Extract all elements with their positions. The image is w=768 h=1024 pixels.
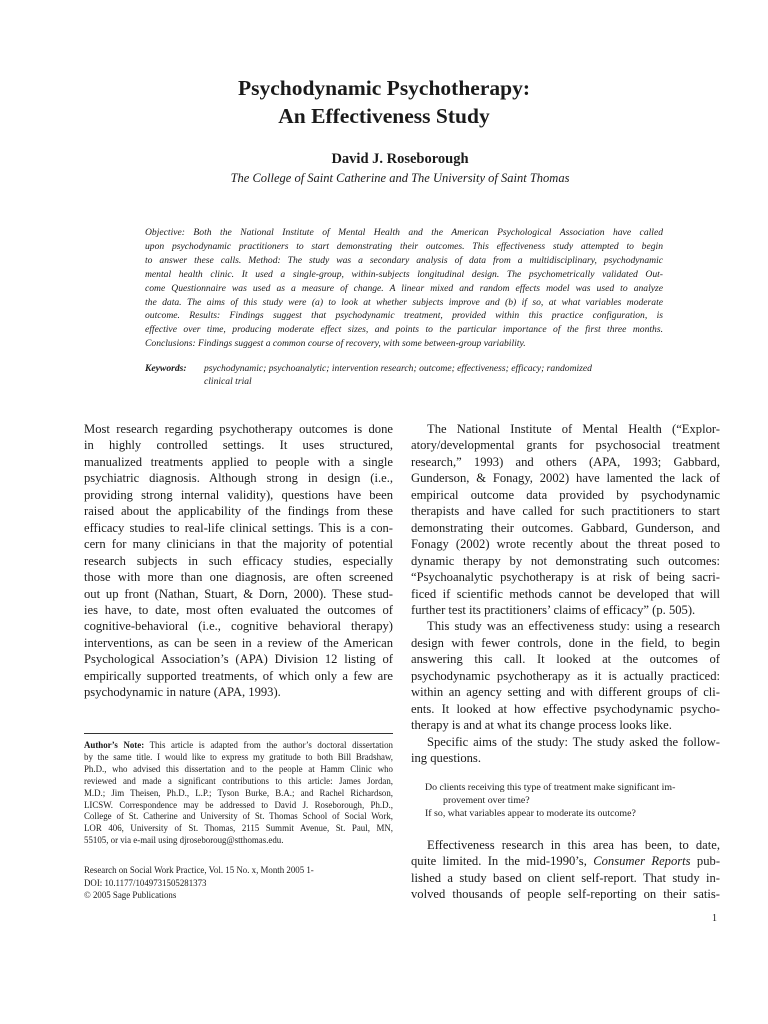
- note-label: Author’s Note:: [84, 740, 145, 750]
- body-line: those with more than one diagnosis, are often screened: [84, 570, 393, 585]
- body-line: design with fewer controls, done in the field, to begin: [411, 635, 720, 650]
- consumer-reports-title: Consumer Reports: [593, 854, 691, 869]
- body-line: atory/developmental grants for psychosocial treatment: [411, 438, 720, 453]
- body-line: ing questions.: [411, 751, 481, 766]
- body-line: This study was an effectiveness study: using a research: [427, 619, 720, 634]
- right-column-body: [411, 421, 720, 767]
- abstract-line: Conclusions: Findings suggest a common course of recovery, with some between-group variability.: [145, 338, 526, 350]
- note-line: 55105, or via e-mail using djroseboroug@stthomas.edu.: [84, 835, 284, 846]
- body-line: interventions, as can be seen in a review of the American: [84, 635, 393, 650]
- publication-info: [84, 864, 393, 902]
- body-text: pub-: [690, 854, 721, 869]
- body-line: ents. It looked at how effective psychodynamic psycho-: [411, 701, 720, 716]
- body-line: “Psychoanalytic psychotherapy is at risk of being sacri-: [411, 570, 720, 585]
- note-line: reviewed and made a significant contributions to this article: James Jordan,: [84, 775, 393, 786]
- body-line: raised about the applicability of the findings from these: [84, 504, 393, 519]
- body-line: empirical outcome data provided by psychodynamic: [411, 487, 720, 502]
- body-line: ficed if scientific methods cannot be developed that will: [411, 586, 720, 601]
- body-line: research,” 1993) and others (APA, 1993; Gabbard,: [411, 454, 720, 469]
- body-line: efficacy studies to real-life clinical settings. This is a con-: [84, 520, 393, 535]
- body-line: lished a study based on client self-report. That study in-: [411, 870, 720, 885]
- body-line: cognitive-behavioral (i.e., cognitive behavioral therapy): [84, 619, 393, 634]
- note-line: by the same title. I would like to express my gratitude to both Bill Bradshaw,: [84, 751, 393, 762]
- body-line: therapists and have called for such practitioners to start: [411, 504, 720, 519]
- doi: DOI: 10.1177/1049731505281373: [84, 877, 207, 888]
- note-line: [84, 740, 393, 752]
- abstract-line: outcome. Results: Findings suggest that psychodynamic treatment, provided within this practice configuration, is: [145, 310, 663, 322]
- body-line: [411, 853, 720, 869]
- question-2: If so, what variables appear to moderate its outcome?: [425, 807, 636, 819]
- research-questions: [425, 782, 720, 821]
- body-line: psychodynamic psychotherapy as it is actually practiced:: [411, 668, 720, 683]
- footnote-divider: [84, 733, 393, 734]
- note-first-line: This article is adapted from the author’s doctoral dissertation: [144, 740, 393, 750]
- body-line: ies have, to date, most often evaluated the outcomes of: [84, 602, 393, 617]
- abstract-line: the data. The aims of this study were (a) to look at whether subjects improve and (b) if so, at what variables moderate: [145, 296, 663, 308]
- question-1: Do clients receiving this type of treatment make significant im-: [425, 782, 676, 793]
- body-line: manualized treatments applied to people with a single: [84, 454, 393, 469]
- body-line: in highly controlled settings. It uses structured,: [84, 438, 393, 453]
- body-line: psychodynamic in nature (APA, 1993).: [84, 685, 281, 700]
- body-text: quite limited. In the mid-1990’s,: [411, 854, 594, 869]
- abstract-line: come Questionnaire was used as a measure of change. A linear mixed and random effects model was used to analyze: [145, 282, 663, 294]
- abstract-line: effective over time, producing moderate effect sizes, and points to the particular importance of the first three months.: [145, 324, 663, 336]
- note-line: College of St. Catherine and University of St. Thomas School of Social Work,: [84, 811, 393, 822]
- body-line: demonstrating their outcomes. Gabbard, Gunderson, and: [411, 520, 720, 535]
- abstract-line: upon psychodynamic practitioners to start demonstrating their outcomes. This effectiveness study attempted to begin: [145, 240, 663, 252]
- copyright: © 2005 Sage Publications: [84, 890, 177, 901]
- body-line: Psychological Association’s (APA) Division 12 listing of: [84, 652, 393, 667]
- left-column-body: [84, 421, 393, 701]
- authors-note: [84, 740, 393, 847]
- keywords-text: [204, 363, 663, 388]
- keywords-line-2: clinical trial: [204, 375, 252, 387]
- body-line: therapy is and at what its change process looks like.: [411, 718, 672, 733]
- author-name: David J. Roseborough: [331, 151, 469, 167]
- journal-citation: Research on Social Work Practice, Vol. 15 No. x, Month 2005 1-: [84, 865, 314, 875]
- body-line: The National Institute of Mental Health (“Explor-: [427, 422, 720, 436]
- title-line-2: An Effectiveness Study: [278, 104, 490, 128]
- body-line: research subjects in such efficacy studies, especially: [84, 553, 393, 568]
- body-line: Specific aims of the study: The study asked the follow-: [427, 734, 720, 749]
- body-line: within an agency setting and with different groups of cli-: [411, 685, 720, 700]
- keywords-line-1: psychodynamic; psychoanalytic; intervention research; outcome; effectiveness; efficacy; randomized: [204, 363, 592, 374]
- author-affiliation: The College of Saint Catherine and The University of Saint Thomas: [230, 171, 570, 185]
- abstract-line: Objective: Both the National Institute of Mental Health and the American Psychological Association have called: [145, 227, 663, 238]
- body-line: cern for many clinicians in that the majority of potential: [84, 537, 393, 552]
- page-number: 1: [712, 913, 717, 924]
- note-line: LOR 406, University of St. Thomas, 2115 Summit Avenue, St. Paul, MN,: [84, 823, 393, 834]
- body-line: psychiatric diagnosis. Although strong in design (i.e.,: [84, 471, 393, 486]
- body-line: further test its practitioners’ claims of efficacy” (p. 505).: [411, 602, 696, 617]
- body-line: providing strong internal validity), questions have been: [84, 487, 393, 502]
- body-line: Effectiveness research in this area has been, to date,: [427, 838, 720, 852]
- body-line: dynamic therapy by not demonstrating such outcomes:: [411, 553, 720, 568]
- keywords-label: Keywords:: [145, 363, 187, 374]
- abstract-line: to answer these calls. Method: The study was a secondary analysis of data from a multidisciplinary, psychodynamic: [145, 254, 663, 266]
- body-line: volved thousands of people self-reporting on their satis-: [411, 887, 720, 902]
- abstract: [145, 226, 663, 351]
- body-line: Gunderson, & Fonagy, 2002) have lamented the lack of: [411, 471, 720, 486]
- note-line: LICSW. Correspondence may be addressed to David J. Roseborough, Ph.D.,: [84, 799, 393, 810]
- right-column-body-continued: [411, 837, 720, 903]
- abstract-line: mental health clinic. It used a single-group, within-subjects longitudinal design. The psychometrically validated Out-: [145, 268, 663, 280]
- body-line: out up front (Nathan, Stuart, & Dorn, 2000). These stud-: [84, 586, 393, 601]
- question-1-continued: provement over time?: [443, 794, 530, 806]
- body-line: answering this call. It looked at the outcomes of: [411, 652, 720, 667]
- body-line: Fonagy (2002) wrote recently about the threat posed to: [411, 537, 720, 552]
- article-title: [0, 74, 768, 130]
- note-line: Ph.D., who advised this dissertation and to the people at Hamm Clinic who: [84, 763, 393, 774]
- title-line-1: Psychodynamic Psychotherapy:: [237, 76, 531, 100]
- body-line: empirically supported treatments, of which only a few are: [84, 668, 393, 683]
- note-line: M.D.; Jim Theisen, Ph.D., L.P.; Tyson Burke, B.A.; and Rachel Richardson,: [84, 787, 393, 798]
- body-line: Most research regarding psychotherapy outcomes is done: [84, 422, 393, 436]
